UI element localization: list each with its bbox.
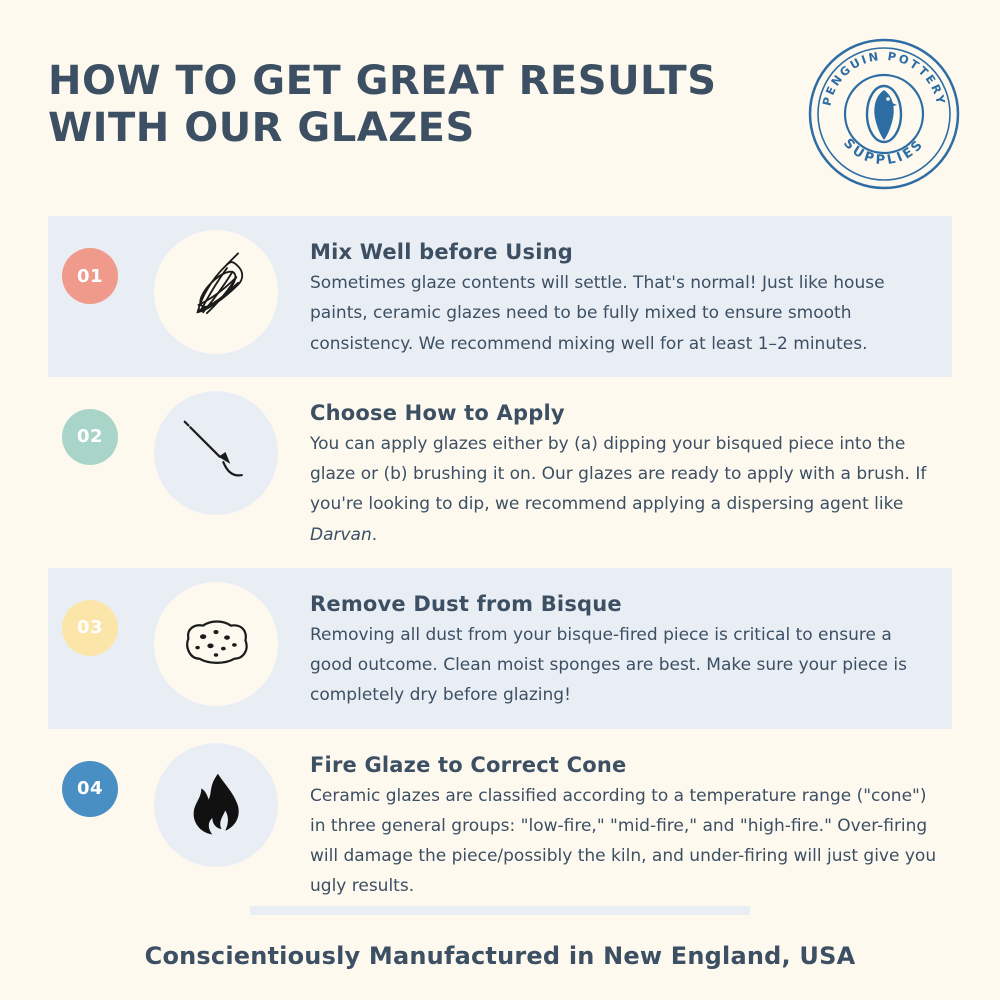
step-number-01: 01 — [76, 265, 104, 287]
step-title-04: Fire Glaze to Correct Cone — [310, 752, 627, 777]
step-badge-01 — [62, 248, 118, 304]
page-title-line-1: HOW TO GET GREAT RESULTS — [48, 58, 717, 104]
whisk-icon — [154, 230, 278, 354]
step-number-02: 02 — [76, 426, 104, 448]
step-title-03: Remove Dust from Bisque — [310, 591, 622, 616]
logo-bottom-text: SUPPLIES — [840, 136, 928, 169]
page-header — [48, 58, 768, 152]
step-body-03: Removing all dust from your bisque-fired piece is critical to ensure a good outcome. Clean moist sponges are best. Make sure your piece is completely dry before glazing! — [310, 624, 907, 706]
step-body-02-part1: You can apply glazes either by (a) dipping your bisqued piece into the glaze or (b) brushing it on. Our glazes are ready to apply with a brush. If you're looking to dip, we recommend applying a dispersing agent like — [310, 433, 927, 515]
step-badge-03 — [62, 600, 118, 656]
brand-logo — [808, 38, 960, 190]
footer-text: Conscientiously Manufactured in New England, USA — [144, 942, 856, 970]
step-text-04 — [278, 747, 952, 902]
steps-list — [48, 216, 952, 920]
step-body-04: Ceramic glazes are classified according to a temperature range ("cone") in three general groups: "low-fire," "mid-fire," and "high-fire." Over-firing will damage the piece/possibly the kiln, and under-firing will just give you ugly results. — [310, 785, 937, 897]
step-number-04: 04 — [76, 778, 104, 799]
step-item-03 — [48, 568, 952, 729]
step-body-02 — [310, 429, 938, 550]
step-text-03 — [278, 586, 952, 711]
step-body-02-part2: . — [371, 524, 378, 545]
step-body-02-italic: Darvan — [310, 524, 372, 545]
step-item-02 — [48, 377, 952, 568]
sponge-icon — [154, 582, 278, 706]
page-title-line-2: WITH OUR GLAZES — [48, 105, 475, 152]
step-badge-02 — [62, 409, 118, 465]
step-item-04 — [48, 729, 952, 920]
paintbrush-icon — [154, 391, 278, 515]
step-title-02: Choose How to Apply — [310, 400, 565, 425]
page-title — [48, 58, 768, 152]
step-number-03: 03 — [76, 617, 104, 639]
step-body-01: Sometimes glaze contents will settle. That's normal! Just like house paints, ceramic glazes need to be fully mixed to ensure smooth consistency. We recommend mixing well for at least 1–2 minutes. — [310, 273, 885, 354]
step-item-01 — [48, 216, 952, 377]
step-text-01 — [278, 234, 952, 359]
flame-icon — [154, 743, 278, 867]
step-title-01: Mix Well before Using — [310, 240, 573, 264]
footer-divider — [250, 906, 750, 915]
step-text-02 — [278, 395, 952, 550]
logo-top-text: PENGUIN POTTERY — [819, 48, 949, 108]
step-badge-04 — [62, 761, 118, 817]
